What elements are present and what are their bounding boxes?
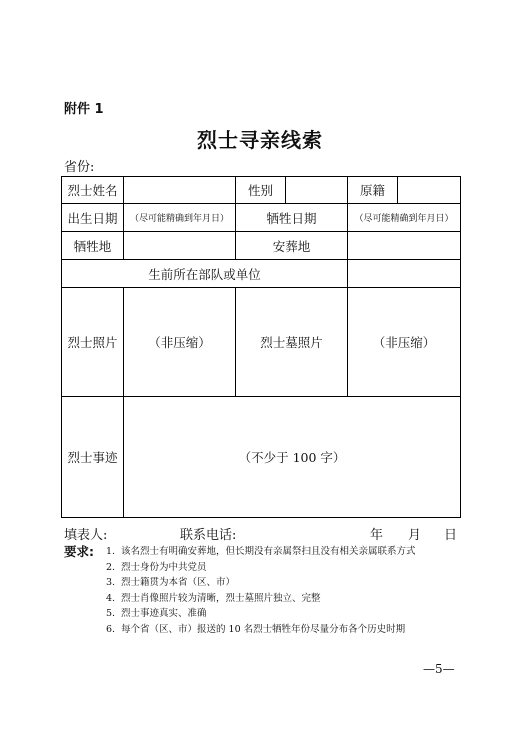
item-text: 烈士肖像照片较为清晰，烈士墓照片独立、完整 [121, 592, 321, 604]
requirements-list [106, 544, 416, 637]
list-item [106, 591, 416, 607]
requirements-label: 要求: [64, 544, 94, 559]
tomb-photo-field[interactable]: （非压缩） [348, 288, 461, 397]
year-label: 年 [370, 528, 384, 543]
martyr-name-field[interactable] [124, 177, 236, 204]
list-item [106, 622, 416, 638]
gender-field[interactable] [286, 177, 348, 204]
item-text: 烈士身份为中共党员 [121, 561, 207, 573]
native-place-field[interactable] [398, 177, 461, 204]
deeds-field[interactable]: （不少于 100 字） [124, 397, 461, 518]
native-place-label: 原籍 [348, 177, 398, 204]
list-item [106, 560, 416, 576]
item-text: 烈士事迹真实、准确 [121, 608, 207, 619]
phone-label: 联系电话: [180, 528, 237, 543]
day-label: 日 [444, 528, 458, 543]
unit-field[interactable] [348, 260, 461, 288]
burial-place-field[interactable] [348, 232, 461, 260]
item-text: 每个省（区、市）报送的 10 名烈士牺牲年份尽量分布各个历史时期 [121, 623, 406, 635]
item-number: 6. [106, 623, 116, 635]
page-number: —5— [423, 662, 455, 676]
martyr-name-label: 烈士姓名 [62, 177, 124, 204]
death-date-field[interactable]: （尽可能精确到年月日） [348, 204, 461, 232]
item-text: 烈士籍贯为本省（区、市） [121, 577, 236, 588]
item-number: 5. [106, 608, 116, 619]
death-place-field[interactable] [124, 232, 236, 260]
clue-form-table [61, 176, 461, 518]
burial-place-label: 安葬地 [236, 232, 348, 260]
list-item [106, 575, 416, 591]
tomb-photo-label: 烈士墓照片 [236, 288, 348, 397]
item-number: 4. [106, 592, 116, 604]
item-number: 1. [106, 546, 116, 557]
province-label: 省份: [64, 160, 95, 175]
martyr-photo-label: 烈士照片 [62, 288, 124, 397]
birth-date-label: 出生日期 [62, 204, 124, 232]
page-title: 烈士寻亲线索 [197, 128, 323, 152]
death-place-label: 牺牲地 [62, 232, 124, 260]
list-item [106, 606, 416, 622]
item-number: 3. [106, 577, 116, 588]
martyr-photo-field[interactable]: （非压缩） [124, 288, 236, 397]
birth-date-field[interactable]: （尽可能精确到年月日） [124, 204, 236, 232]
filler-label: 填表人: [64, 528, 108, 543]
deeds-label: 烈士事迹 [62, 397, 124, 518]
list-item [106, 544, 416, 560]
unit-label: 生前所在部队或单位 [62, 260, 348, 288]
month-label: 月 [408, 528, 422, 543]
item-number: 2. [106, 561, 116, 573]
death-date-label: 牺牲日期 [236, 204, 348, 232]
gender-label: 性别 [236, 177, 286, 204]
attachment-label: 附件 1 [64, 102, 104, 117]
item-text: 该名烈士有明确安葬地，但长期没有亲属祭扫且没有相关亲属联系方式 [121, 546, 416, 557]
